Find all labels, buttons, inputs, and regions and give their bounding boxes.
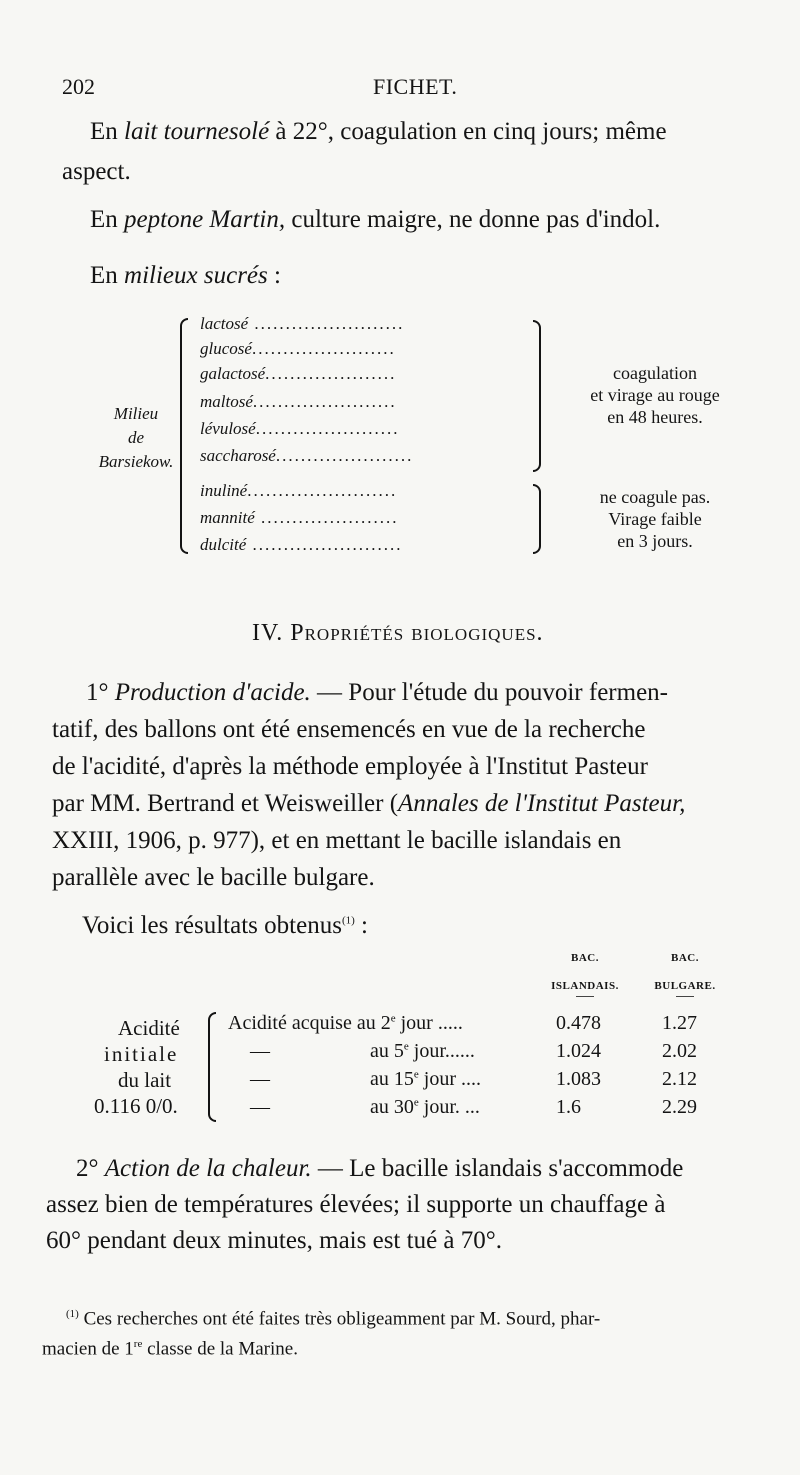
sugar-name: saccharosé — [200, 446, 276, 465]
initial-acidity-line-2: initiale — [104, 1042, 179, 1066]
text-span: — Pour l'étude du pouvoir fermen- — [310, 679, 668, 706]
text-span: jour .... — [418, 1068, 481, 1090]
text-span: macien de 1 — [42, 1338, 134, 1360]
footnote — [66, 1300, 600, 1333]
leader-dots: ....................... — [255, 419, 400, 438]
italic-term: Production d'acide. — [114, 679, 311, 706]
text-span: 1° — [86, 679, 115, 706]
paragraph-line: parallèle avec le bacille bulgare. — [52, 864, 375, 891]
initial-acidity-line-3: du lait — [118, 1068, 172, 1092]
sugar-maltose — [200, 392, 397, 412]
header-line: BAC. — [571, 952, 599, 964]
left-brace — [180, 318, 188, 554]
leader-dots: ........................ — [248, 314, 405, 333]
result-group-1 — [560, 362, 750, 428]
running-head: FICHET. — [373, 74, 458, 99]
text-span: à 22°, coagulation en cinq jours; même — [269, 118, 667, 145]
leader-dots: ........................ — [247, 481, 398, 500]
column-rule — [676, 996, 694, 997]
paragraph-lait-tournesole — [90, 118, 667, 146]
text-span: : — [267, 262, 281, 289]
value-bulgare: 1.27 — [662, 1012, 697, 1034]
footnote-reference: (1) — [341, 914, 355, 927]
section-number: IV. — [252, 620, 284, 646]
leader-dots: ..................... — [265, 364, 397, 383]
superscript: re — [133, 1338, 143, 1350]
right-brace-group-2 — [533, 484, 541, 554]
result-line: en 3 jours. — [617, 531, 693, 551]
sugar-name: galactosé — [200, 364, 266, 383]
leader-dots: ........................ — [246, 535, 403, 554]
italic-term: milieux sucrés — [124, 262, 268, 289]
paragraph-line: XXIII, 1906, p. 977), et en mettant le bacille islandais en — [52, 827, 622, 854]
sugar-dulcite — [200, 535, 403, 555]
header-line: ISLANDAIS. — [551, 980, 619, 992]
result-group-2 — [560, 486, 750, 552]
text-span: En — [90, 118, 125, 145]
superscript: e — [390, 1012, 396, 1025]
page-number: 202 — [62, 74, 95, 99]
paragraph-action-chaleur — [76, 1155, 683, 1183]
column-header-islandais — [540, 944, 630, 1000]
italic-term: peptone Martin, — [124, 206, 286, 233]
ditto-dash: — — [250, 1040, 270, 1062]
sugar-galactose — [200, 364, 396, 384]
section-heading — [252, 620, 544, 647]
ditto-dash: — — [250, 1068, 270, 1090]
text-span: Ces recherches ont été faites très obligeamment par M. Sourd, phar- — [78, 1308, 601, 1330]
sugar-name: mannité — [200, 508, 255, 527]
text-span: jour. ... — [418, 1096, 480, 1118]
leader-dots: ....................... — [251, 339, 396, 358]
superscript: e — [413, 1068, 419, 1081]
text-span: : — [354, 912, 368, 939]
value-bulgare: 2.02 — [662, 1040, 697, 1062]
text-span: au 5 — [370, 1040, 404, 1062]
result-line: ne coagule pas. — [599, 487, 711, 507]
paragraph-line: 60° pendant deux minutes, mais est tué à 70°. — [46, 1227, 503, 1254]
footnote-mark: (1) — [66, 1308, 79, 1320]
leader-dots: ....................... — [252, 392, 397, 411]
sugar-name: lactosé — [200, 314, 249, 333]
paragraph-line: tatif, des ballons ont été ensemencés en vue de la recherche — [52, 716, 646, 743]
text-span: En — [90, 206, 125, 233]
text-span: culture maigre, ne donne pas d'indol. — [285, 206, 661, 233]
sugar-name: glucosé — [200, 339, 252, 358]
text-span: 2° — [76, 1155, 105, 1182]
section-title: Propriétés biologiques. — [290, 620, 544, 646]
sugar-saccharose — [200, 446, 413, 466]
italic-term: Annales de l'Institut Pasteur, — [398, 790, 686, 817]
value-bulgare: 2.29 — [662, 1096, 697, 1118]
superscript: e — [413, 1096, 419, 1109]
text-span: Voici les résultats obtenus — [82, 912, 342, 939]
footnote-line — [42, 1330, 298, 1363]
right-brace-group-1 — [533, 320, 541, 472]
value-islandais: 1.083 — [556, 1068, 601, 1090]
paragraph-line — [52, 790, 685, 818]
result-line: en 48 heures. — [607, 407, 703, 427]
result-line: Virage faible — [608, 509, 702, 529]
paragraph-continuation: aspect. — [62, 158, 131, 185]
text-span: jour ..... — [395, 1012, 463, 1034]
row-label — [370, 1040, 475, 1063]
medium-label-line-1: Milieu — [113, 404, 159, 423]
superscript: e — [403, 1040, 409, 1053]
header-line: BULGARE. — [654, 980, 716, 992]
paragraph-resultats — [82, 912, 368, 940]
table-brace — [208, 1012, 216, 1122]
text-span: jour...... — [408, 1040, 475, 1062]
column-rule — [576, 996, 594, 997]
initial-acidity-line-4: 0.116 0/0. — [94, 1094, 178, 1118]
paragraph-milieux-sucres — [90, 262, 281, 290]
text-span: classe de la Marine. — [142, 1338, 298, 1360]
row-label — [370, 1068, 481, 1091]
value-islandais: 1.024 — [556, 1040, 601, 1062]
medium-label-line-2: de — [127, 428, 145, 447]
sugar-name: lévulosé — [200, 419, 256, 438]
sugar-name: dulcité — [200, 535, 247, 554]
sugar-levulose — [200, 419, 399, 439]
medium-label-line-3: Barsiekow. — [98, 452, 174, 471]
text-span: — Le bacille islandais s'accommode — [311, 1155, 684, 1182]
value-islandais: 1.6 — [556, 1096, 581, 1118]
result-line: et virage au rouge — [590, 385, 720, 405]
sugar-name: maltosé — [200, 392, 253, 411]
column-header-bulgare — [640, 944, 730, 1000]
sugar-mannite — [200, 508, 399, 528]
row-label — [228, 1012, 463, 1035]
text-span: au 30 — [370, 1096, 414, 1118]
text-span: au 15 — [370, 1068, 414, 1090]
leader-dots: ...................... — [254, 508, 399, 527]
result-line: coagulation — [613, 363, 697, 383]
italic-term: lait tournesolé — [124, 118, 270, 145]
paragraph-line: de l'acidité, d'après la méthode employée à l'Institut Pasteur — [52, 753, 648, 780]
paragraph-production-acide — [86, 679, 668, 707]
sugar-lactose — [200, 314, 404, 334]
paragraph-line: assez bien de températures élevées; il supporte un chauffage à — [46, 1191, 666, 1218]
sugar-name: inuliné — [200, 481, 248, 500]
value-islandais: 0.478 — [556, 1012, 601, 1034]
ditto-dash: — — [250, 1096, 270, 1118]
text-span: Acidité acquise au 2 — [228, 1012, 391, 1034]
italic-term: Action de la chaleur. — [104, 1155, 312, 1182]
row-label — [370, 1096, 480, 1119]
text-span: En — [90, 262, 125, 289]
leader-dots: ...................... — [275, 446, 414, 465]
initial-acidity-line-1: Acidité — [118, 1016, 180, 1040]
sugar-inuline — [200, 481, 397, 501]
text-span: par MM. Bertrand et Weisweiller ( — [52, 790, 399, 817]
header-line: BAC. — [671, 952, 699, 964]
value-bulgare: 2.12 — [662, 1068, 697, 1090]
sugar-glucose — [200, 339, 396, 359]
paragraph-peptone — [90, 206, 660, 234]
